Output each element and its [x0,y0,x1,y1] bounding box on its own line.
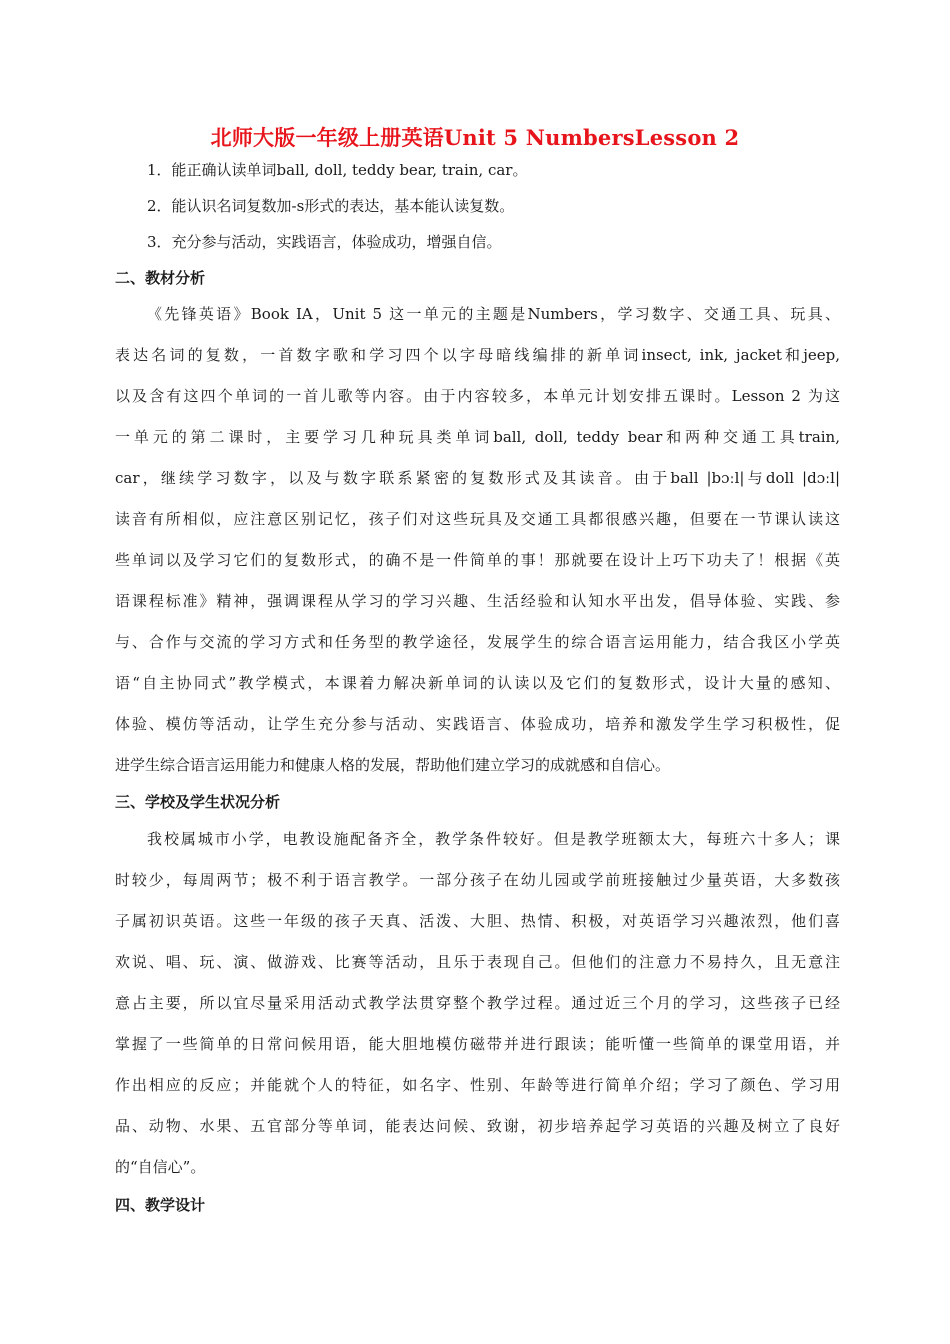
paragraph-line: 我校属城市小学，电教设施配备齐全，教学条件较好。但是教学班额太大，每班六十多人；课 [147,830,840,848]
paragraph-line: 些单词以及学习它们的复数形式，的确不是一件简单的事！那就要在设计上巧下功夫了！根据《英 [115,551,840,569]
paragraph-line: 《先锋英语》Book IA，Unit 5 这一单元的主题是Numbers，学习数字、交通工具、玩具、 [147,305,840,323]
section-heading: 四、教学设计 [115,1196,206,1214]
paragraph-line: 语课程标准》精神，强调课程从学习的学习兴趣、生活经验和认知水平出发，倡导体验、实践、参 [115,592,840,610]
paragraph-line: 的“自信心”。 [115,1158,206,1176]
objective-line: 1．能正确认读单词ball, doll, teddy bear, train, car。 [147,161,528,179]
paragraph-line: 品、动物、水果、五官部分等单词，能表达问候、致谢，初步培养起学习英语的兴趣及树立了良好 [115,1117,840,1135]
objective-line: 2．能认识名词复数加-s形式的表达，基本能认读复数。 [147,197,515,215]
paragraph-line: 作出相应的反应；并能就个人的特征，如名字、性别、年龄等进行简单介绍；学习了颜色、学习用 [115,1076,840,1094]
paragraph-line: 表达名词的复数，一首数字歌和学习四个以字母暗线编排的新单词insect, ink, jacket和jeep, [115,346,840,364]
paragraph-line: 掌握了一些简单的日常问候用语，能大胆地模仿磁带并进行跟读；能听懂一些简单的课堂用语，并 [115,1035,840,1053]
paragraph-line: 进学生综合语言运用能力和健康人格的发展，帮助他们建立学习的成就感和自信心。 [115,756,671,774]
paragraph-line: 子属初识英语。这些一年级的孩子天真、活泼、大胆、热情、积极，对英语学习兴趣浓烈，他们喜 [115,912,840,930]
paragraph-line: 以及含有这四个单词的一首儿歌等内容。由于内容较多，本单元计划安排五课时。Lesson 2 为这 [115,387,840,405]
paragraph-line: 欢说、唱、玩、演、做游戏、比赛等活动，且乐于表现自己。但他们的注意力不易持久，且无意注 [115,953,840,971]
section-heading: 二、教材分析 [115,269,206,287]
paragraph-line: car，继续学习数字，以及与数字联系紧密的复数形式及其读音。由于ball |bɔːl|与doll |dɔːl| [115,469,840,487]
paragraph-line: 一单元的第二课时，主要学习几种玩具类单词ball, doll, teddy bear和两种交通工具train, [115,428,840,446]
paragraph-line: 体验、模仿等活动，让学生充分参与活动、实践语言、体验成功，培养和激发学生学习积极性，促 [115,715,840,733]
paragraph-line: 读音有所相似，应注意区别记忆，孩子们对这些玩具及交通工具都很感兴趣，但要在一节课认读这 [115,510,840,528]
objective-line: 3．充分参与活动，实践语言，体验成功，增强自信。 [147,233,502,251]
document-title: 北师大版一年级上册英语Unit 5 NumbersLesson 2 [210,125,740,150]
paragraph-line: 与、合作与交流的学习方式和任务型的教学途径，发展学生的综合语言运用能力，结合我区小学英 [115,633,840,651]
paragraph-line: 时较少，每周两节；极不利于语言教学。一部分孩子在幼儿园或学前班接触过少量英语，大多数孩 [115,871,840,889]
section-heading: 三、学校及学生状况分析 [115,793,281,811]
paragraph-line: 语“自主协同式”教学模式，本课着力解决新单词的认读以及它们的复数形式，设计大量的感知、 [115,674,840,692]
paragraph-line: 意占主要，所以宜尽量采用活动式教学法贯穿整个教学过程。通过近三个月的学习，这些孩子已经 [115,994,840,1012]
